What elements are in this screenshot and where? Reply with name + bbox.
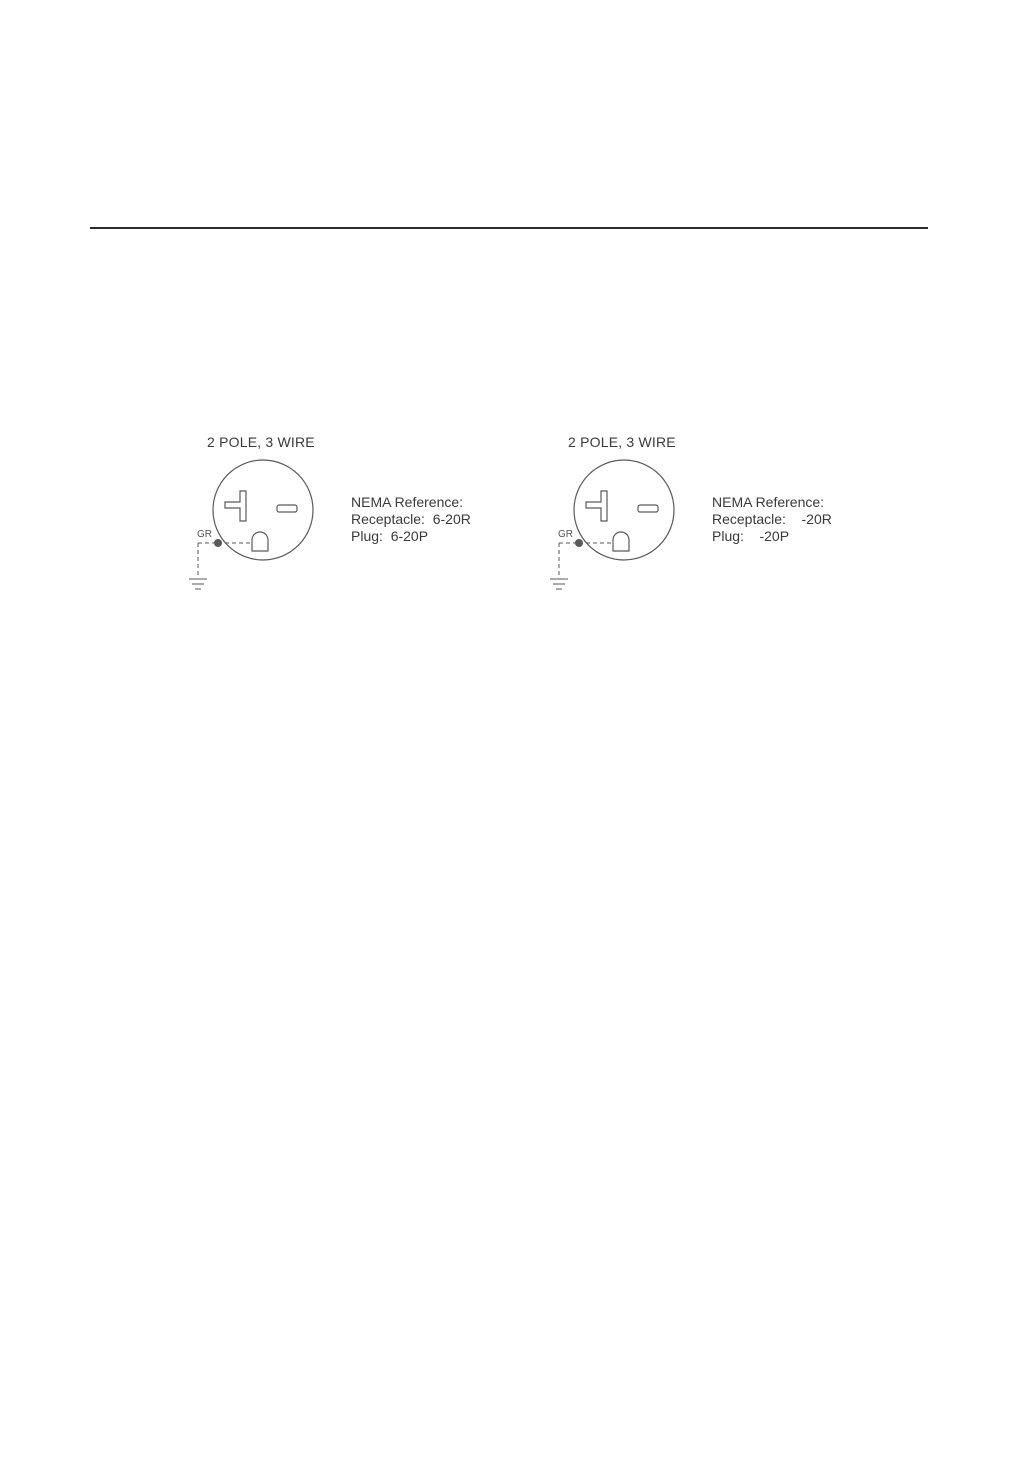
- plug-reference: Plug: 6-20P: [351, 528, 429, 544]
- diagram-title: 2 POLE, 3 WIRE: [568, 434, 676, 450]
- receptacle-outline: [574, 460, 674, 560]
- horizontal-rule: [90, 227, 928, 229]
- t-slot-icon: [225, 491, 246, 521]
- receptacle-outline: [213, 460, 313, 560]
- nema-heading: NEMA Reference:: [351, 494, 464, 510]
- receptacle-reference: Receptacle: -20R: [712, 511, 832, 527]
- diagram-title: 2 POLE, 3 WIRE: [207, 434, 315, 450]
- ground-slot-icon: [613, 532, 629, 551]
- nema-reference: [351, 494, 471, 545]
- ground-label: GR: [558, 529, 573, 540]
- flat-slot-icon: [277, 505, 297, 512]
- ground-terminal-dot: [575, 539, 583, 547]
- receptacle-reference: Receptacle: 6-20R: [351, 511, 471, 527]
- receptacle-diagram-left: [185, 430, 515, 610]
- ground-label: GR: [197, 529, 212, 540]
- ground-terminal-dot: [214, 539, 222, 547]
- nema-heading: NEMA Reference:: [712, 494, 825, 510]
- t-slot-icon: [586, 491, 607, 521]
- receptacle-diagram-right: [546, 430, 876, 610]
- plug-reference: Plug: -20P: [712, 528, 790, 544]
- ground-slot-icon: [252, 532, 268, 551]
- nema-reference: [712, 494, 832, 545]
- flat-slot-icon: [638, 505, 658, 512]
